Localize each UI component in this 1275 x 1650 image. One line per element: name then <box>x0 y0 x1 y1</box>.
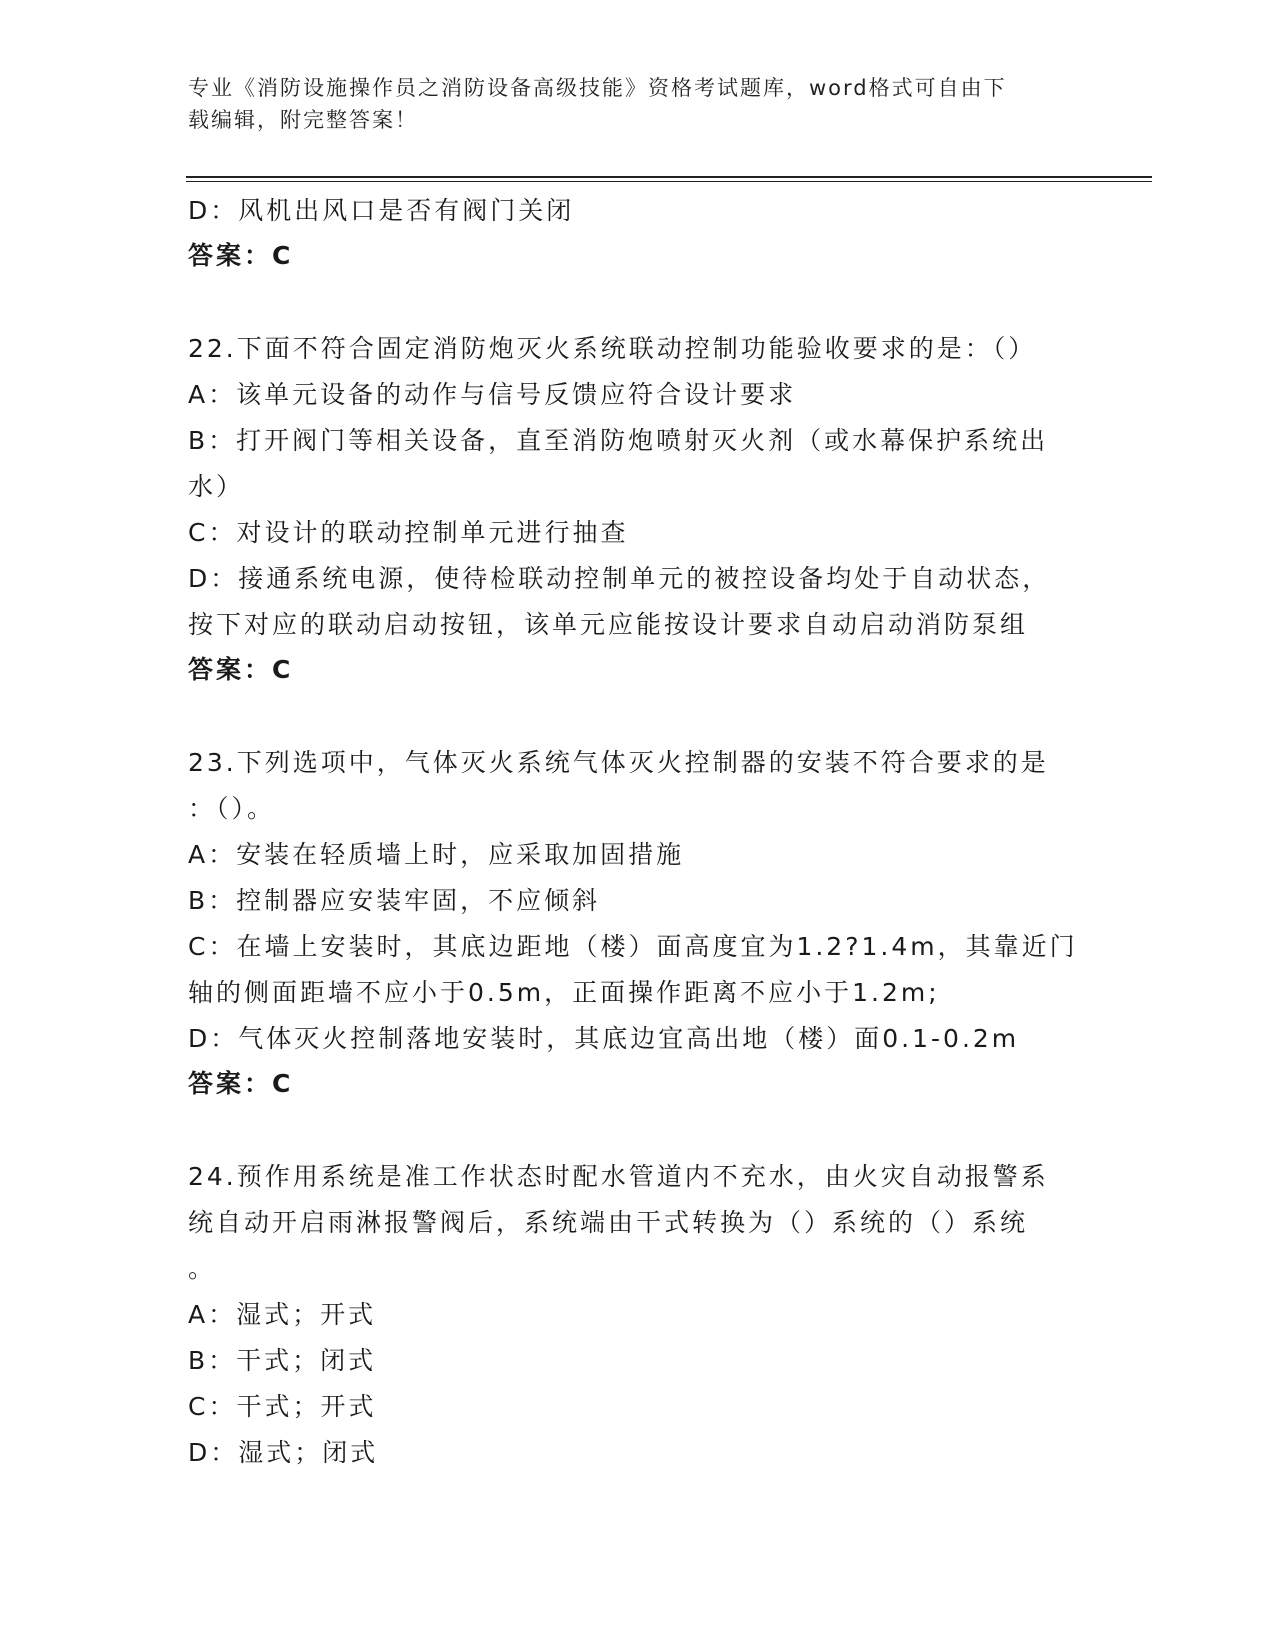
continued-question <box>188 188 1088 278</box>
option-b: B：打开阀门等相关设备，直至消防炮喷射灭火剂（或水幕保护系统出 <box>188 426 1049 455</box>
question-text-continued: 统自动开启雨淋报警阀后，系统端由干式转换为（）系统的（）系统 <box>188 1208 1029 1237</box>
question-22 <box>188 326 1088 692</box>
spacer <box>188 1106 1088 1154</box>
option-d: D：气体灭火控制落地安装时，其底边宜高出地（楼）面0.1-0.2m <box>188 1024 1020 1053</box>
question-23 <box>188 740 1088 1106</box>
question-body <box>188 188 1088 1476</box>
option-b: B：控制器应安装牢固，不应倾斜 <box>188 886 601 915</box>
question-text: 23.下列选项中，气体灭火系统气体灭火控制器的安装不符合要求的是 <box>188 748 1049 777</box>
answer-line: 答案：C <box>188 241 294 270</box>
option-a: A：安装在轻质墙上时，应采取加固措施 <box>188 840 685 869</box>
answer-line: 答案：C <box>188 655 294 684</box>
question-text: 24.预作用系统是准工作状态时配水管道内不充水，由火灾自动报警系 <box>188 1162 1049 1191</box>
header-rule-thin <box>186 181 1152 182</box>
option-c-continued: 轴的侧面距墙不应小于0.5m，正面操作距离不应小于1.2m; <box>188 978 940 1007</box>
option-b: B：干式；闭式 <box>188 1346 377 1375</box>
option-c: C：干式；开式 <box>188 1392 377 1421</box>
option-d-continued: 按下对应的联动启动按钮，该单元应能按设计要求自动启动消防泵组 <box>188 610 1029 639</box>
option-d: D：湿式；闭式 <box>188 1438 379 1467</box>
header-rule-thick <box>186 176 1152 178</box>
question-24 <box>188 1154 1088 1476</box>
option-c: C：对设计的联动控制单元进行抽查 <box>188 518 629 547</box>
option-b-continued: 水） <box>188 472 245 501</box>
header-line-2: 载编辑，附完整答案！ <box>188 108 418 132</box>
option-c: C：在墙上安装时，其底边距地（楼）面高度宜为1.2?1.4m，其靠近门 <box>188 932 1078 961</box>
question-text: 22.下面不符合固定消防炮灭火系统联动控制功能验收要求的是：（） <box>188 334 1037 363</box>
option-a: A：该单元设备的动作与信号反馈应符合设计要求 <box>188 380 797 409</box>
option-d: D：接通系统电源，使待检联动控制单元的被控设备均处于自动状态， <box>188 564 1051 593</box>
question-text-continued: ：（）。 <box>188 794 276 823</box>
option-a: A：湿式；开式 <box>188 1300 377 1329</box>
option-d: D：风机出风口是否有阀门关闭 <box>188 196 575 225</box>
answer-line: 答案：C <box>188 1069 294 1098</box>
question-text-end: 。 <box>188 1254 217 1283</box>
spacer <box>188 692 1088 740</box>
header-line-1: 专业《消防设施操作员之消防设备高级技能》资格考试题库，word格式可自由下 <box>188 76 1007 100</box>
page-header <box>188 72 1068 136</box>
spacer <box>188 278 1088 326</box>
